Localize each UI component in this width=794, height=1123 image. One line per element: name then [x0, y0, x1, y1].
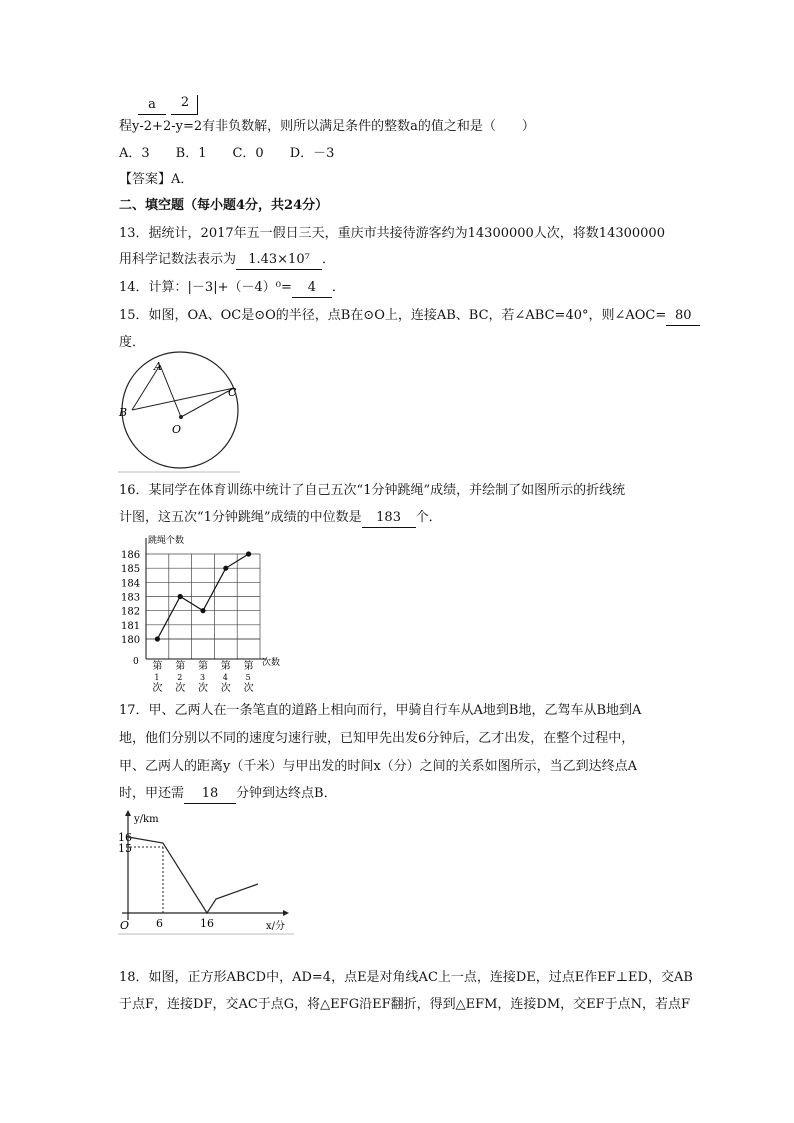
data-point: [223, 566, 228, 571]
q17-line1: 17．甲、乙两人在一条笔直的道路上相向而行，甲骑自行车从A地到B地，乙驾车从B地到A: [119, 703, 642, 718]
x-category-label: 4: [222, 673, 228, 682]
y-tick-label: 182: [121, 606, 141, 618]
q13-line1: 13．据统计，2017年五一假日三天，重庆市共接待游客约为14300000人次，将数14300000: [119, 226, 665, 241]
x-category-label: 第: [175, 661, 186, 672]
frac2-bar: [171, 114, 198, 115]
chart-ylabel: 跳绳个数: [148, 536, 185, 546]
graph-x6: 6: [156, 917, 163, 930]
frac1-denominator: y-2: [132, 119, 153, 134]
x-category-label: 2: [177, 673, 183, 682]
section-title: 二、填空题（每小题4分，共24分）: [119, 198, 329, 213]
chart-xlabel: 次数: [262, 658, 281, 668]
data-point: [178, 594, 183, 599]
q16-line2: 计图，这五次“1分钟跳绳”成绩的中位数是 183 个．: [119, 509, 442, 528]
q17-line4: 时，甲还需 18 分钟到达终点B．: [119, 785, 337, 804]
x-category-label: 1: [154, 673, 160, 682]
data-point: [200, 608, 205, 613]
q17-line3: 甲、乙两人的距离y（千米）与甲出发的时间x（分）之间的关系如图所示，当乙到达终点A: [119, 759, 638, 774]
q12-options: A．3 B．1 C．0 D．－3: [119, 146, 335, 161]
q16-answer: 183: [362, 509, 416, 528]
x-category-label: 3: [200, 673, 206, 682]
label-a: A: [154, 360, 162, 373]
q12-answer: 【答案】A．: [119, 172, 194, 187]
y-tick-label: 184: [121, 578, 141, 590]
circle-o: [122, 352, 238, 468]
frac2-right-edge: [197, 95, 198, 114]
q18-line1: 18．如图，正方形ABCD中，AD=4，点E是对角线AC上一点，连接DE，过点E作EF⊥ED，交AB: [119, 970, 693, 985]
y-tick-label: 186: [121, 550, 141, 561]
graph-xlabel: x/分: [266, 921, 286, 932]
x-category-label: 第: [243, 661, 254, 672]
graph-y16: 16: [118, 831, 132, 844]
x-category-label: 次: [198, 683, 208, 694]
frac2-denominator: 2-y: [162, 119, 183, 134]
y-tick-label: 183: [121, 592, 141, 604]
q17-answer: 18: [184, 785, 236, 804]
data-point: [246, 551, 251, 556]
circle-figure: [118, 356, 244, 474]
q15-answer: 80: [666, 307, 700, 326]
x-category-label: 5: [245, 673, 251, 682]
q14-line: 14．计算：|－3|+（－4）⁰= 4 ．: [119, 279, 345, 298]
x-category-label: 第: [198, 661, 208, 672]
q12-equation-line: 程y-2+2-y=2有非负数解，则所以满足条件的整数a的值之和是（ ）: [119, 119, 535, 134]
distance-time-graph: [118, 808, 298, 936]
label-b: B: [119, 406, 128, 419]
q13-answer: 1.43×10⁷: [236, 251, 322, 270]
graph-origin: O: [120, 919, 130, 932]
q13-line2: 用科学记数法表示为 1.43×10⁷ ．: [119, 251, 335, 270]
x-category-label: 第: [220, 661, 231, 672]
y-tick-label: 181: [121, 620, 141, 632]
distance-line: [128, 837, 258, 913]
y-tick-label: 185: [121, 564, 141, 576]
graph-x16: 16: [200, 917, 214, 930]
q15-line2: 度．: [119, 335, 146, 350]
x-category-label: 次: [175, 683, 186, 694]
label-o: O: [172, 423, 182, 436]
q16-line1: 16．某同学在体育训练中统计了自己五次“1分钟跳绳”成绩，并绘制了如图所示的折线统: [119, 483, 626, 498]
x-category-label: 次: [152, 683, 163, 694]
x-category-label: 次: [243, 683, 254, 694]
line-chart: [118, 532, 293, 692]
label-c: C: [228, 386, 237, 399]
graph-y15: 15: [118, 842, 132, 855]
q18-line2: 于点F，连接DF，交AC于点G，将△EFG沿EF翻折，得到△EFM，连接DM，交EF于点N，若点F: [119, 997, 691, 1012]
q17-line2: 地，他们分别以不同的速度匀速行驶，已知甲先出发6分钟后，乙才出发，在整个过程中，: [119, 731, 635, 746]
graph-ylabel: y/km: [134, 814, 159, 825]
data-point: [155, 636, 160, 641]
frac1-bar: [138, 114, 166, 115]
x-category-label: 第: [152, 661, 163, 672]
x-category-label: 次: [220, 683, 231, 694]
frac1-numerator: a: [148, 97, 156, 112]
chart-origin: 0: [133, 657, 139, 667]
y-tick-label: 180: [121, 635, 141, 646]
q15-line1: 15．如图，OA、OC是⊙O的半径，点B在⊙O上，连接AB、BC，若∠ABC=40°，则∠AOC= 80: [119, 307, 700, 326]
frac2-numerator: 2: [180, 95, 190, 110]
q14-answer: 4: [292, 279, 332, 298]
